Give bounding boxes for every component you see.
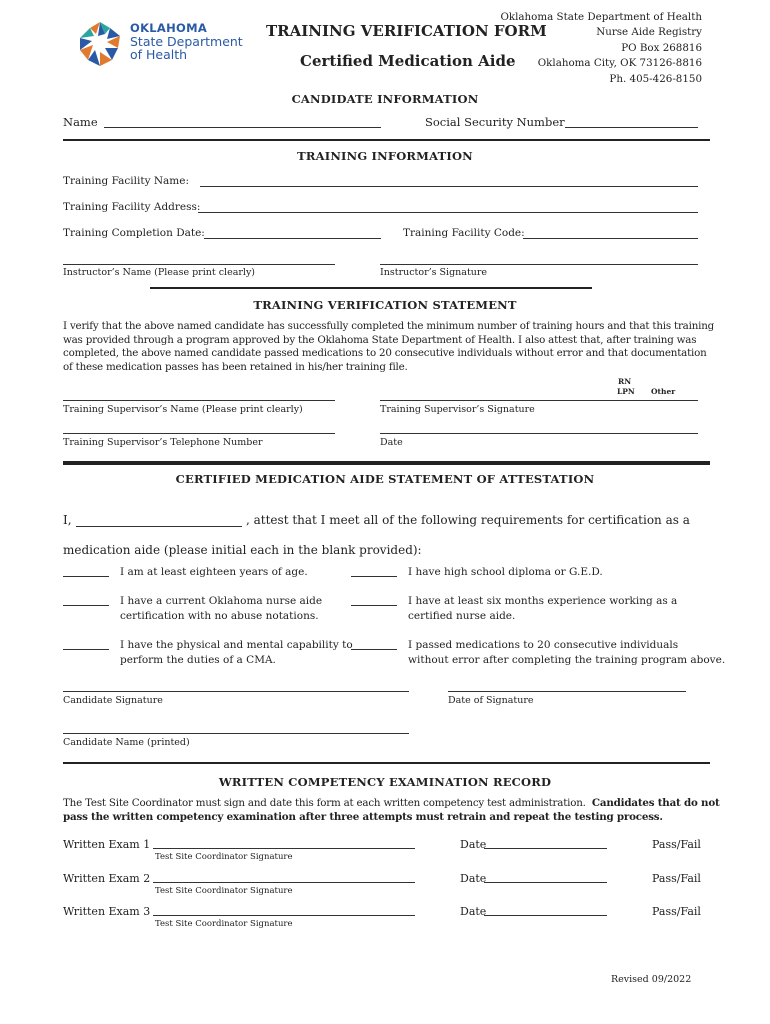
initial-field-3[interactable] (63, 605, 109, 606)
section-divider (63, 139, 710, 141)
exam-label: Written Exam 2 (63, 872, 151, 885)
requirement-3 (120, 594, 322, 623)
training-heading: TRAINING INFORMATION (297, 149, 473, 163)
coordinator-sig-label: Test Site Coordinator Signature (155, 886, 293, 896)
requirement-6 (408, 638, 725, 667)
facility-name-field[interactable] (200, 186, 698, 187)
candidate-heading: CANDIDATE INFORMATION (291, 92, 479, 106)
exam-date-label: Date (460, 905, 487, 918)
candidate-name-label: Candidate Name (printed) (63, 737, 190, 748)
form-title: TRAINING VERIFICATION FORM (266, 22, 547, 40)
address-line: Oklahoma State Department of Health (500, 11, 702, 23)
candidate-name-field[interactable] (63, 733, 409, 734)
requirement-text: certification with no abuse notations. (120, 609, 319, 622)
initial-field-6[interactable] (351, 649, 397, 650)
address-line: PO Box 268816 (621, 41, 702, 54)
section-divider (63, 762, 710, 764)
section-divider (63, 461, 710, 465)
requirement-text: I have the physical and mental capability to (120, 639, 353, 651)
instructor-sig-label: Instructor’s Signature (380, 267, 488, 278)
exam-date-label: Date (460, 872, 487, 885)
requirement-2 (408, 565, 603, 579)
ssn-field[interactable] (565, 127, 698, 128)
section-divider (150, 287, 592, 289)
attestant-name-field[interactable] (76, 526, 242, 527)
verification-statement (63, 320, 713, 374)
coordinator-sig-field[interactable] (153, 915, 415, 916)
requirement-text: I have a current Oklahoma nurse aide (120, 595, 323, 607)
coordinator-sig-field[interactable] (153, 882, 415, 883)
exam-date-field[interactable] (484, 882, 607, 883)
requirement-text: perform the duties of a CMA. (120, 653, 276, 666)
agency-address (500, 10, 702, 87)
supervisor-sig-label: Training Supervisor’s Signature (380, 404, 535, 415)
logo-line-1: OKLAHOMA (130, 21, 208, 35)
exam-heading: WRITTEN COMPETENCY EXAMINATION RECORD (218, 775, 552, 789)
requirement-text: I have at least six months experience working as a (408, 595, 678, 607)
requirement-text: certified nurse aide. (408, 609, 516, 622)
osdh-star-icon (76, 20, 124, 70)
other-option[interactable]: Other (651, 387, 676, 396)
supervisor-sig-field[interactable] (380, 400, 698, 401)
exam-label: Written Exam 3 (63, 905, 151, 918)
supervisor-phone-field[interactable] (63, 433, 335, 434)
intro-prefix: I, (63, 513, 72, 527)
exam-date-field[interactable] (484, 915, 607, 916)
lpn-option[interactable]: LPN (617, 387, 635, 396)
logo-line-3: of Health (130, 47, 188, 62)
coordinator-sig-field[interactable] (153, 848, 415, 849)
instructor-sig-field[interactable] (380, 264, 698, 265)
rn-option[interactable]: RN (618, 377, 632, 386)
statement-line: completed, the above named candidate passed medications to 20 consecutive individuals without error and that documentation (63, 347, 707, 359)
facility-code-label: Training Facility Code: (403, 227, 525, 239)
candidate-sig-field[interactable] (63, 691, 409, 692)
instruction-bold: Candidates that do not (591, 797, 720, 809)
address-line: Oklahoma City, OK 73126-8816 (537, 57, 702, 70)
requirement-1 (120, 565, 308, 579)
revision-date: Revised 09/2022 (611, 974, 692, 985)
intro-line-2: medication aide (please initial each in the blank provided): (63, 543, 422, 557)
coordinator-sig-label: Test Site Coordinator Signature (155, 919, 293, 929)
logo-line-2: State Department (130, 34, 243, 49)
instructor-name-field[interactable] (63, 264, 335, 265)
exam-instructions (63, 797, 723, 824)
date-of-sig-field[interactable] (448, 691, 686, 692)
intro-suffix: , attest that I meet all of the following requirements for certification as a (246, 513, 690, 527)
name-field[interactable] (104, 127, 381, 128)
supervisor-phone-label: Training Supervisor’s Telephone Number (63, 437, 263, 448)
requirement-4 (408, 594, 677, 623)
date-of-sig-label: Date of Signature (448, 695, 534, 706)
candidate-sig-label: Candidate Signature (63, 695, 163, 706)
requirement-text: I have high school diploma or G.E.D. (408, 566, 603, 578)
pass-fail-label: Pass/Fail (652, 872, 701, 885)
verification-heading: TRAINING VERIFICATION STATEMENT (253, 298, 517, 312)
pass-fail-label: Pass/Fail (652, 838, 701, 851)
pass-fail-label: Pass/Fail (652, 905, 701, 918)
date-field[interactable] (380, 433, 698, 434)
statement-line: was provided through a program approved by the Oklahoma State Department of Health. I also attest that, after training was (63, 333, 697, 346)
facility-code-field[interactable] (523, 238, 698, 239)
instructor-name-label: Instructor’s Name (Please print clearly) (63, 267, 256, 278)
completion-date-field[interactable] (204, 238, 381, 239)
initial-field-1[interactable] (63, 576, 109, 577)
attestation-heading: CERTIFIED MEDICATION AIDE STATEMENT OF ATTESTATION (175, 472, 595, 486)
initial-field-5[interactable] (63, 649, 109, 650)
instruction-bold: pass the written competency examination after three attempts must retrain and repeat the testing process. (63, 810, 663, 823)
address-line: Ph. 405-426-8150 (609, 72, 702, 85)
ssn-label: Social Security Number (425, 115, 565, 129)
facility-name-label: Training Facility Name: (63, 175, 190, 187)
exam-label: Written Exam 1 (63, 838, 151, 851)
requirement-text: without error after completing the training program above. (408, 653, 726, 666)
instruction-plain: The Test Site Coordinator must sign and date this form at each written competency test administration. (63, 797, 586, 809)
address-line: Nurse Aide Registry (596, 26, 702, 39)
requirement-5 (120, 638, 353, 667)
statement-line: I verify that the above named candidate has successfully completed the minimum number of training hours and that this training (63, 320, 715, 332)
coordinator-sig-label: Test Site Coordinator Signature (155, 852, 293, 862)
statement-line: of these medication passes has been retained in his/her training file. (63, 360, 408, 373)
requirement-text: I am at least eighteen years of age. (120, 566, 308, 578)
supervisor-name-label: Training Supervisor’s Name (Please print clearly) (63, 404, 303, 415)
osdh-logo (76, 20, 246, 72)
form-subtitle: Certified Medication Aide (300, 52, 516, 70)
exam-date-field[interactable] (484, 848, 607, 849)
initial-field-2[interactable] (351, 576, 397, 577)
completion-date-label: Training Completion Date: (63, 227, 205, 239)
initial-field-4[interactable] (351, 605, 397, 606)
exam-date-label: Date (460, 838, 487, 851)
facility-address-label: Training Facility Address: (63, 201, 201, 213)
date-label: Date (380, 437, 403, 448)
supervisor-name-field[interactable] (63, 400, 335, 401)
name-label: Name (63, 115, 98, 129)
facility-address-field[interactable] (198, 212, 698, 213)
requirement-text: I passed medications to 20 consecutive individuals (408, 639, 679, 651)
